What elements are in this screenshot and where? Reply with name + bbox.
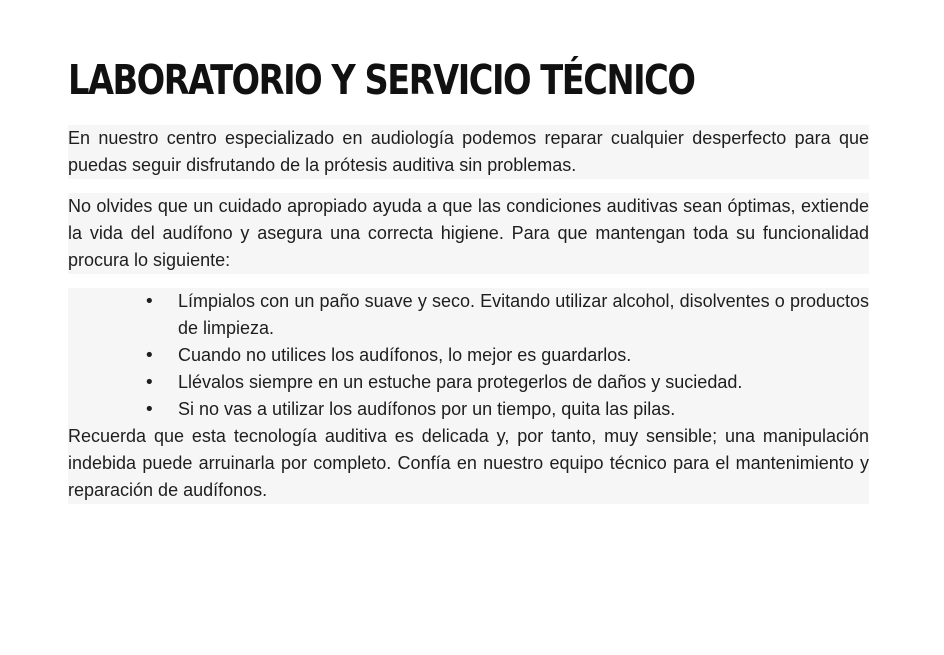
bullet-icon: • <box>144 372 155 394</box>
list-item <box>144 396 869 423</box>
care-tips-list <box>68 288 869 423</box>
document-content <box>68 56 869 504</box>
list-item-text: Si no vas a utilizar los audífonos por un tiempo, quita las pilas. <box>178 399 676 420</box>
list-item-text: Límpialos con un paño suave y seco. Evitando utilizar alcohol, disolventes o productos de limpieza. <box>178 291 869 339</box>
bullet-icon: • <box>144 291 155 313</box>
list-item-text: Llévalos siempre en un estuche para protegerlos de daños y suciedad. <box>178 372 743 393</box>
list-item <box>144 288 869 342</box>
page-title: LABORATORIO Y SERVICIO TÉCNICO <box>68 56 695 104</box>
bullet-icon: • <box>144 399 155 421</box>
list-item <box>144 342 869 369</box>
list-item-text: Cuando no utilices los audífonos, lo mejor es guardarlos. <box>178 345 632 366</box>
bullet-icon: • <box>144 345 155 367</box>
list-item <box>144 369 869 396</box>
care-paragraph: No olvides que un cuidado apropiado ayuda a que las condiciones auditivas sean óptimas, extiende la vida del audífono y asegura una correcta higiene. Para que mantengan toda su funcionalidad procura lo siguiente: <box>68 193 869 274</box>
intro-paragraph: En nuestro centro especializado en audiología podemos reparar cualquier desperfecto para que puedas seguir disfrutando de la prótesis auditiva sin problemas. <box>68 125 869 179</box>
closing-paragraph: Recuerda que esta tecnología auditiva es delicada y, por tanto, muy sensible; una manipulación indebida puede arruinarla por completo. Confía en nuestro equipo técnico para el mantenimiento y reparación de audífonos. <box>68 423 869 504</box>
